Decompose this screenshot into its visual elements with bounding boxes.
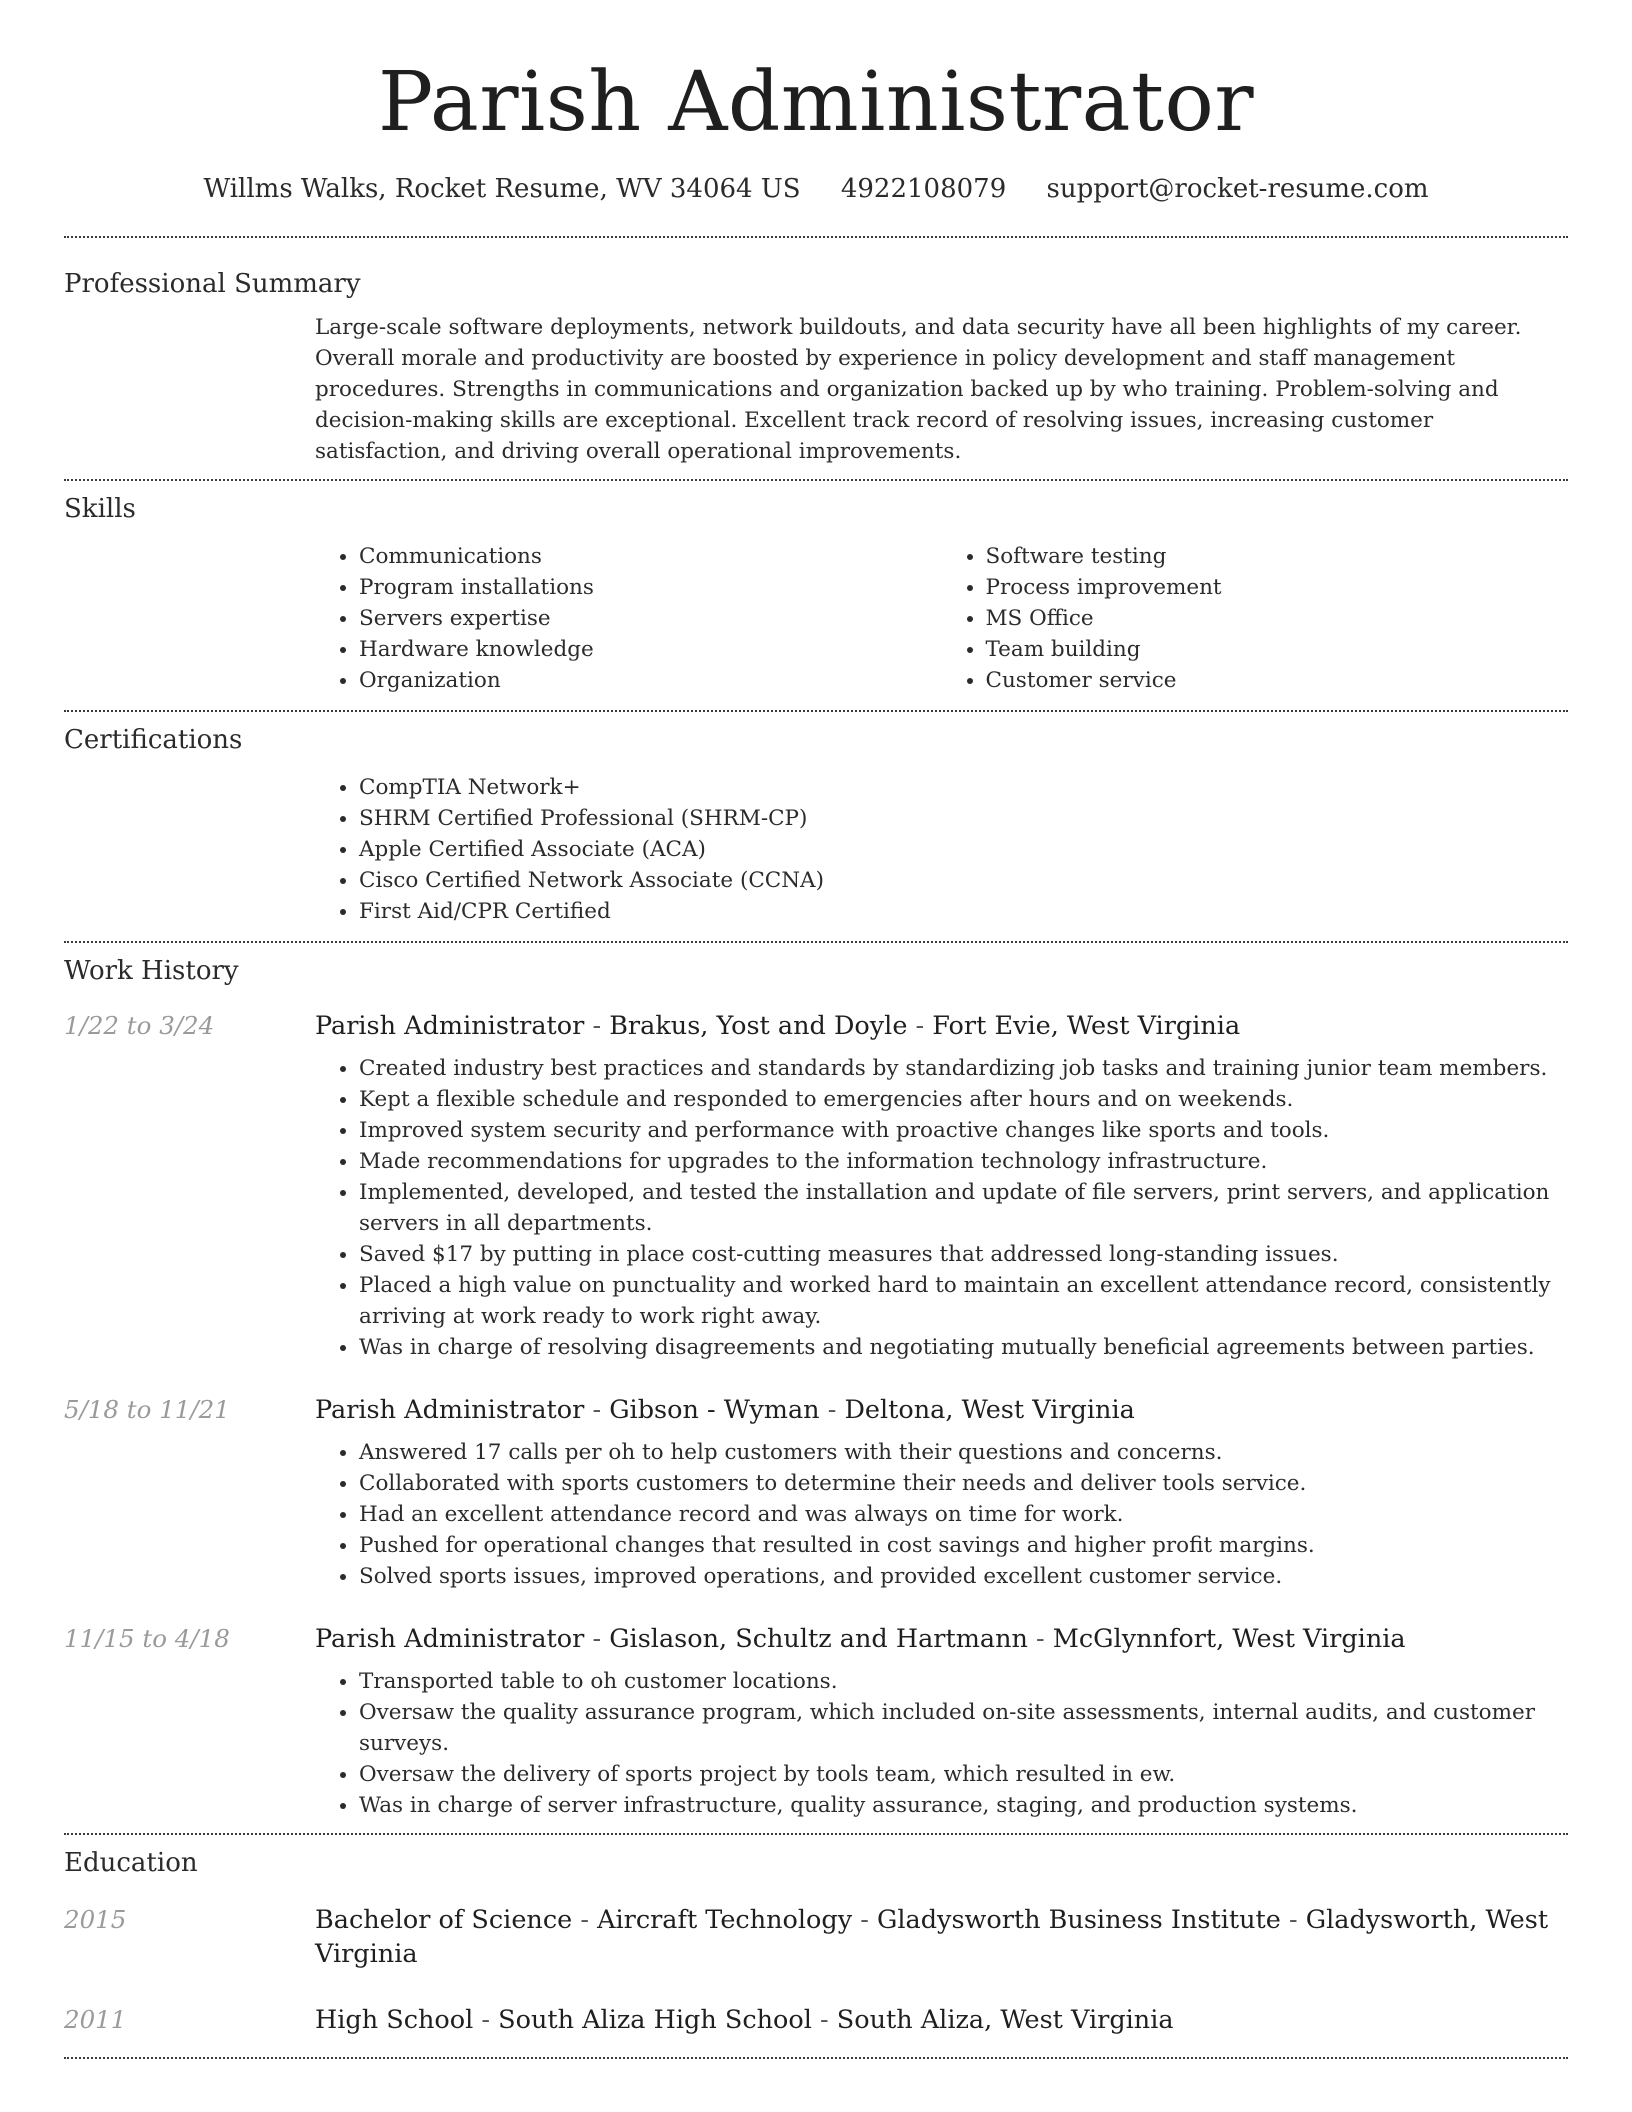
education-section — [64, 1835, 1568, 2037]
job-bullet: • Improved system security and performance with proactive changes like sports and tools. — [359, 1115, 1568, 1146]
education-heading — [315, 2003, 1174, 2037]
certification-item: • Cisco Certified Network Associate (CCNA) — [359, 865, 1568, 896]
job-bullet: • Made recommendations for upgrades to the information technology infrastructure. — [359, 1146, 1568, 1177]
job-heading — [315, 1009, 1240, 1043]
job-role: Parish Administrator — [315, 1395, 585, 1425]
separator: - — [592, 1624, 602, 1654]
job-bullet: • Placed a high value on punctuality and worked hard to maintain an excellent attendance record, consistently arriving at work ready to work right away. — [359, 1270, 1568, 1332]
education-field: Aircraft Technology — [597, 1905, 853, 1935]
skills-list-left — [315, 541, 942, 696]
separator: - — [1288, 1905, 1298, 1935]
separator: - — [580, 1905, 589, 1935]
separator: - — [827, 1395, 837, 1425]
certifications-section — [64, 712, 1568, 927]
skill-item: • Software testing — [986, 541, 1569, 572]
job-bullet: • Kept a flexible schedule and responded to emergencies after hours and on weekends. — [359, 1084, 1568, 1115]
section-title-work: Work History — [64, 956, 239, 986]
education-year: 2011 — [64, 2005, 127, 2034]
certification-item: • SHRM Certified Professional (SHRM-CP) — [359, 803, 1568, 834]
job-entry — [64, 1622, 1568, 1821]
contact-phone: 4922108079 — [840, 174, 1007, 204]
education-location: South Aliza, West Virginia — [836, 2005, 1174, 2035]
work-history-section — [64, 943, 1568, 1821]
education-year: 2015 — [64, 1905, 127, 1934]
skill-item: • Hardware knowledge — [359, 634, 942, 665]
skill-item: • Communications — [359, 541, 942, 572]
job-bullet: • Was in charge of server infrastructure, quality assurance, staging, and production systems. — [359, 1790, 1568, 1821]
skill-item: • Customer service — [986, 665, 1569, 696]
separator: - — [860, 1905, 869, 1935]
job-company: Brakus, Yost and Doyle — [609, 1011, 908, 1041]
job-bullet: • Transported table to oh customer locations. — [359, 1666, 1568, 1697]
education-school: South Aliza High School — [498, 2005, 812, 2035]
job-entry — [64, 1393, 1568, 1592]
job-bullet: • Answered 17 calls per oh to help customers with their questions and concerns. — [359, 1437, 1568, 1468]
separator: - — [1036, 1624, 1045, 1654]
job-bullets — [315, 1053, 1568, 1363]
job-bullet: • Saved $17 by putting in place cost-cutting measures that addressed long-standing issues. — [359, 1239, 1568, 1270]
contact-address: Willms Walks, Rocket Resume, WV 34064 US — [203, 174, 801, 204]
certifications-list — [315, 772, 1568, 927]
section-title-skills: Skills — [64, 494, 136, 524]
separator: - — [481, 2005, 491, 2035]
job-bullet: • Pushed for operational changes that resulted in cost savings and higher profit margins. — [359, 1530, 1568, 1561]
job-bullet: • Was in charge of resolving disagreements and negotiating mutually beneficial agreements between parties. — [359, 1332, 1568, 1363]
skills-list-right — [942, 541, 1569, 696]
job-role: Parish Administrator — [315, 1624, 585, 1654]
skill-item: • MS Office — [986, 603, 1569, 634]
section-title-summary: Professional Summary — [64, 269, 361, 299]
education-degree: Bachelor of Science — [315, 1905, 573, 1935]
education-heading — [315, 1903, 1568, 1971]
job-bullet: • Created industry best practices and standards by standardizing job tasks and training junior team members. — [359, 1053, 1568, 1084]
separator: - — [592, 1395, 602, 1425]
education-entry — [64, 2003, 1568, 2037]
certification-item: • Apple Certified Associate (ACA) — [359, 834, 1568, 865]
education-location: Gladysworth, West Virginia — [315, 1905, 1549, 1969]
job-dates: 1/22 to 3/24 — [64, 1011, 215, 1040]
contact-email: support@rocket-resume.com — [1046, 174, 1429, 204]
job-bullets — [315, 1666, 1568, 1821]
education-school: Gladysworth Business Institute — [876, 1905, 1281, 1935]
job-role: Parish Administrator — [315, 1011, 585, 1041]
separator: - — [820, 2005, 829, 2035]
job-bullet: • Oversaw the delivery of sports project by tools team, which resulted in ew. — [359, 1759, 1568, 1790]
section-title-education: Education — [64, 1848, 198, 1878]
education-entry — [64, 1903, 1568, 1971]
skill-item: • Program installations — [359, 572, 942, 603]
job-dates: 11/15 to 4/18 — [64, 1624, 230, 1653]
job-location: Deltona, West Virginia — [844, 1395, 1135, 1425]
job-bullet: • Solved sports issues, improved operations, and provided excellent customer service. — [359, 1561, 1568, 1592]
summary-text: Large-scale software deployments, network buildouts, and data security have all been highlights of my career. Overall morale and productivity are boosted by experience in policy development and staff management procedures. Strengths in communications and organization backed up by who training. Problem-solving and decision-making skills are exceptional. Excellent track record of resolving issues, increasing customer satisfaction, and driving overall operational improvements. — [315, 315, 1522, 464]
job-company: Gislason, Schultz and Hartmann — [609, 1624, 1028, 1654]
summary-section — [64, 238, 1568, 467]
skill-item: • Organization — [359, 665, 942, 696]
education-degree: High School — [315, 2005, 474, 2035]
job-location: Fort Evie, West Virginia — [932, 1011, 1241, 1041]
job-entry — [64, 1009, 1568, 1363]
separator: - — [592, 1011, 602, 1041]
skills-section — [64, 481, 1568, 696]
job-location: McGlynnfort, West Virginia — [1052, 1624, 1406, 1654]
job-bullet: • Had an excellent attendance record and was always on time for work. — [359, 1499, 1568, 1530]
certification-item: • CompTIA Network+ — [359, 772, 1568, 803]
job-bullet: • Collaborated with sports customers to determine their needs and deliver tools service. — [359, 1468, 1568, 1499]
divider — [64, 2057, 1568, 2059]
job-bullets — [315, 1437, 1568, 1592]
skill-item: • Process improvement — [986, 572, 1569, 603]
section-title-certifications: Certifications — [64, 725, 243, 755]
skill-item: • Servers expertise — [359, 603, 942, 634]
job-company: Gibson - Wyman — [609, 1395, 820, 1425]
job-bullet: • Oversaw the quality assurance program, which included on-site assessments, internal audits, and customer surveys. — [359, 1697, 1568, 1759]
candidate-name: Parish Administrator — [377, 55, 1255, 150]
job-dates: 5/18 to 11/21 — [64, 1395, 230, 1424]
separator: - — [915, 1011, 925, 1041]
job-bullet: • Implemented, developed, and tested the installation and update of file servers, print servers, and application servers in all departments. — [359, 1177, 1568, 1239]
contact-line — [64, 172, 1568, 206]
job-heading — [315, 1622, 1406, 1656]
job-heading — [315, 1393, 1135, 1427]
skill-item: • Team building — [986, 634, 1569, 665]
certification-item: • First Aid/CPR Certified — [359, 896, 1568, 927]
